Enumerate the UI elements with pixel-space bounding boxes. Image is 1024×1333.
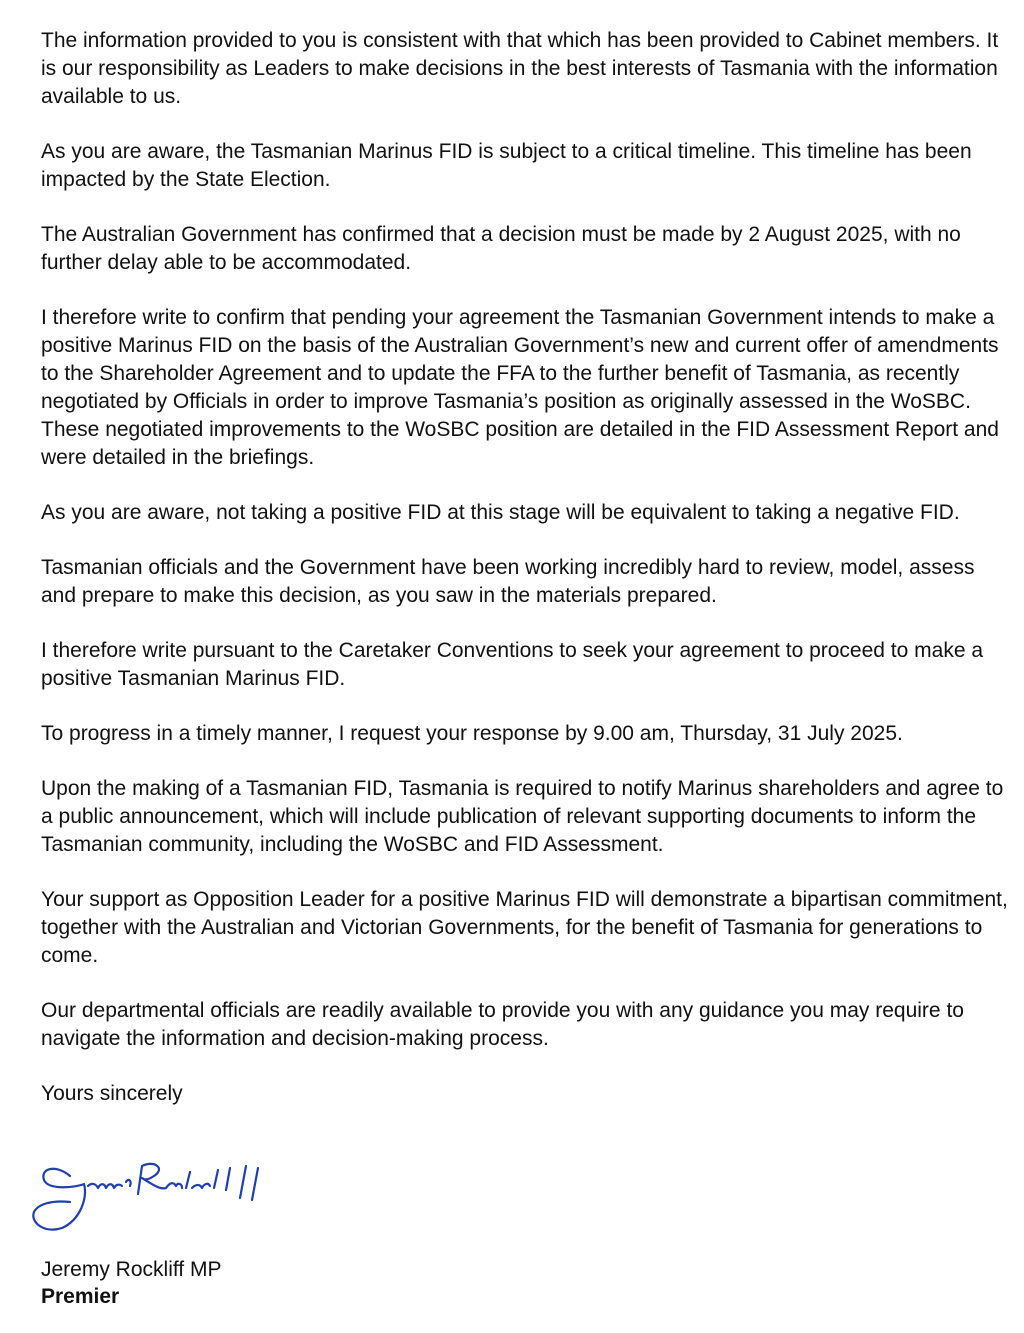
paragraph-deadline: The Australian Government has confirmed that a decision must be made by 2 August 2025, with no further delay able to be accommodated. [41, 223, 961, 274]
handwritten-signature [26, 1158, 276, 1236]
paragraph-announcement: Upon the making of a Tasmanian FID, Tasmania is required to notify Marinus shareholders and agree to a public announcement, which will include publication of relevant supporting documents to inform the Tasmanian community, including the WoSBC and FID Assessment. [41, 777, 1004, 856]
paragraph-negative-fid: As you are aware, not taking a positive FID at this stage will be equivalent to taking a negative FID. [41, 501, 960, 524]
letter-body [41, 27, 1009, 1135]
paragraph-timeline: As you are aware, the Tasmanian Marinus FID is subject to a critical timeline. This timeline has been impacted by the State Election. [41, 140, 972, 191]
paragraph-guidance: Our departmental officials are readily available to provide you with any guidance you may require to navigate the information and decision-making process. [41, 999, 964, 1050]
paragraph-officials-work: Tasmanian officials and the Government have been working incredibly hard to review, model, assess and prepare to make this decision, as you saw in the materials prepared. [41, 556, 975, 607]
signatory-title: Premier [41, 1285, 120, 1308]
closing-salutation: Yours sincerely [41, 1082, 183, 1105]
signature-block [41, 1256, 221, 1310]
paragraph-information: The information provided to you is consistent with that which has been provided to Cabinet members. It is our responsibility as Leaders to make decisions in the best interests of Tasmania with the information available to us. [41, 29, 999, 108]
paragraph-bipartisan: Your support as Opposition Leader for a positive Marinus FID will demonstrate a bipartisan commitment, together with the Australian and Victorian Governments, for the benefit of Tasmania for generations to come. [41, 888, 1008, 967]
paragraph-caretaker: I therefore write pursuant to the Caretaker Conventions to seek your agreement to proceed to make a positive Tasmanian Marinus FID. [41, 639, 984, 690]
signatory-name: Jeremy Rockliff MP [41, 1258, 222, 1281]
paragraph-response-request: To progress in a timely manner, I request your response by 9.00 am, Thursday, 31 July 2025. [41, 722, 903, 745]
paragraph-confirmation: I therefore write to confirm that pending your agreement the Tasmanian Government intends to make a positive Marinus FID on the basis of the Australian Government’s new and current offer of amendments to the Shareholder Agreement and to update the FFA to the further benefit of Tasmania, as recently negotiated by Officials in order to improve Tasmania’s position as originally assessed in the WoSBC. These negotiated improvements to the WoSBC position are detailed in the FID Assessment Report and were detailed in the briefings. [41, 306, 999, 469]
